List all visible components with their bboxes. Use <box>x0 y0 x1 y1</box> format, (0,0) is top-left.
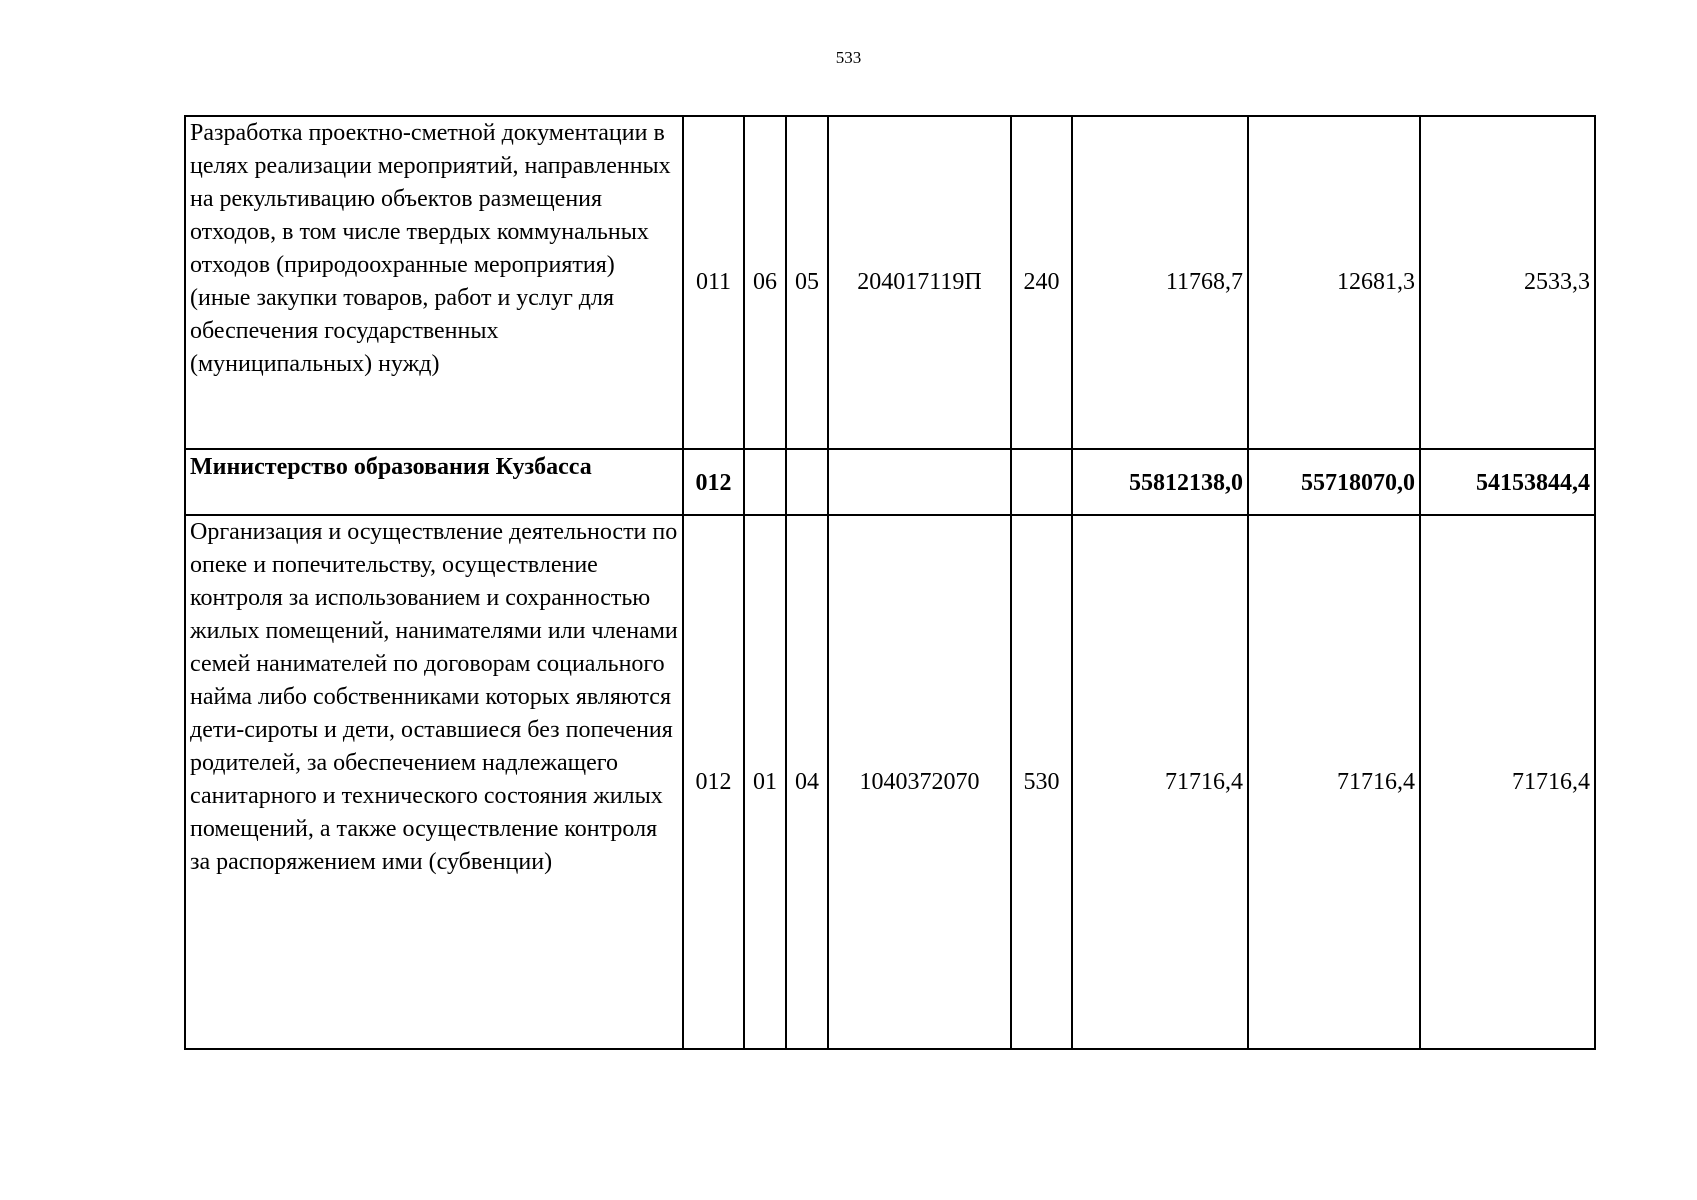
amount-year-1: 71716,4 <box>1072 515 1248 1049</box>
table-row <box>185 116 1595 449</box>
budget-table <box>184 115 1596 1050</box>
subsection-code <box>786 449 828 515</box>
subsection-code: 05 <box>786 116 828 449</box>
expense-type-code: 240 <box>1011 116 1072 449</box>
section-code: 01 <box>744 515 786 1049</box>
row-description: Организация и осуществление деятельности по опеке и попечительству, осуществление контроля за использованием и сохранностью жилых помещений, нанимателями или членами семей нанимателей по договорам социального найма либо собственниками которых являются дети-сироты и дети, оставшиеся без попечения родителей, за обеспечением надлежащего санитарного и технического состояния жилых помещений, а также осуществление контроля за распоряжением ими (субвенции) <box>185 515 683 1049</box>
table-row-ministry-total <box>185 449 1595 515</box>
ministry-code: 012 <box>683 449 744 515</box>
target-article-code <box>828 449 1011 515</box>
amount-year-1: 11768,7 <box>1072 116 1248 449</box>
amount-year-3: 71716,4 <box>1420 515 1595 1049</box>
expense-type-code: 530 <box>1011 515 1072 1049</box>
row-description: Министерство образования Кузбасса <box>185 449 683 515</box>
amount-year-2: 71716,4 <box>1248 515 1420 1049</box>
section-code: 06 <box>744 116 786 449</box>
amount-year-2: 12681,3 <box>1248 116 1420 449</box>
page-number: 533 <box>835 48 862 67</box>
target-article-code: 204017119П <box>828 116 1011 449</box>
ministry-code: 012 <box>683 515 744 1049</box>
section-code <box>744 449 786 515</box>
amount-year-3: 54153844,4 <box>1420 449 1595 515</box>
amount-year-1: 55812138,0 <box>1072 449 1248 515</box>
amount-year-3: 2533,3 <box>1420 116 1595 449</box>
target-article-code: 1040372070 <box>828 515 1011 1049</box>
ministry-code: 011 <box>683 116 744 449</box>
subsection-code: 04 <box>786 515 828 1049</box>
table-row <box>185 515 1595 1049</box>
amount-year-2: 55718070,0 <box>1248 449 1420 515</box>
expense-type-code <box>1011 449 1072 515</box>
row-description: Разработка проектно-сметной документации в целях реализации мероприятий, направленных на рекультивацию объектов размещения отходов, в том числе твердых коммунальных отходов (природоохранные мероприятия) (иные закупки товаров, работ и услуг для обеспечения государственных (муниципальных) нужд) <box>185 116 683 449</box>
